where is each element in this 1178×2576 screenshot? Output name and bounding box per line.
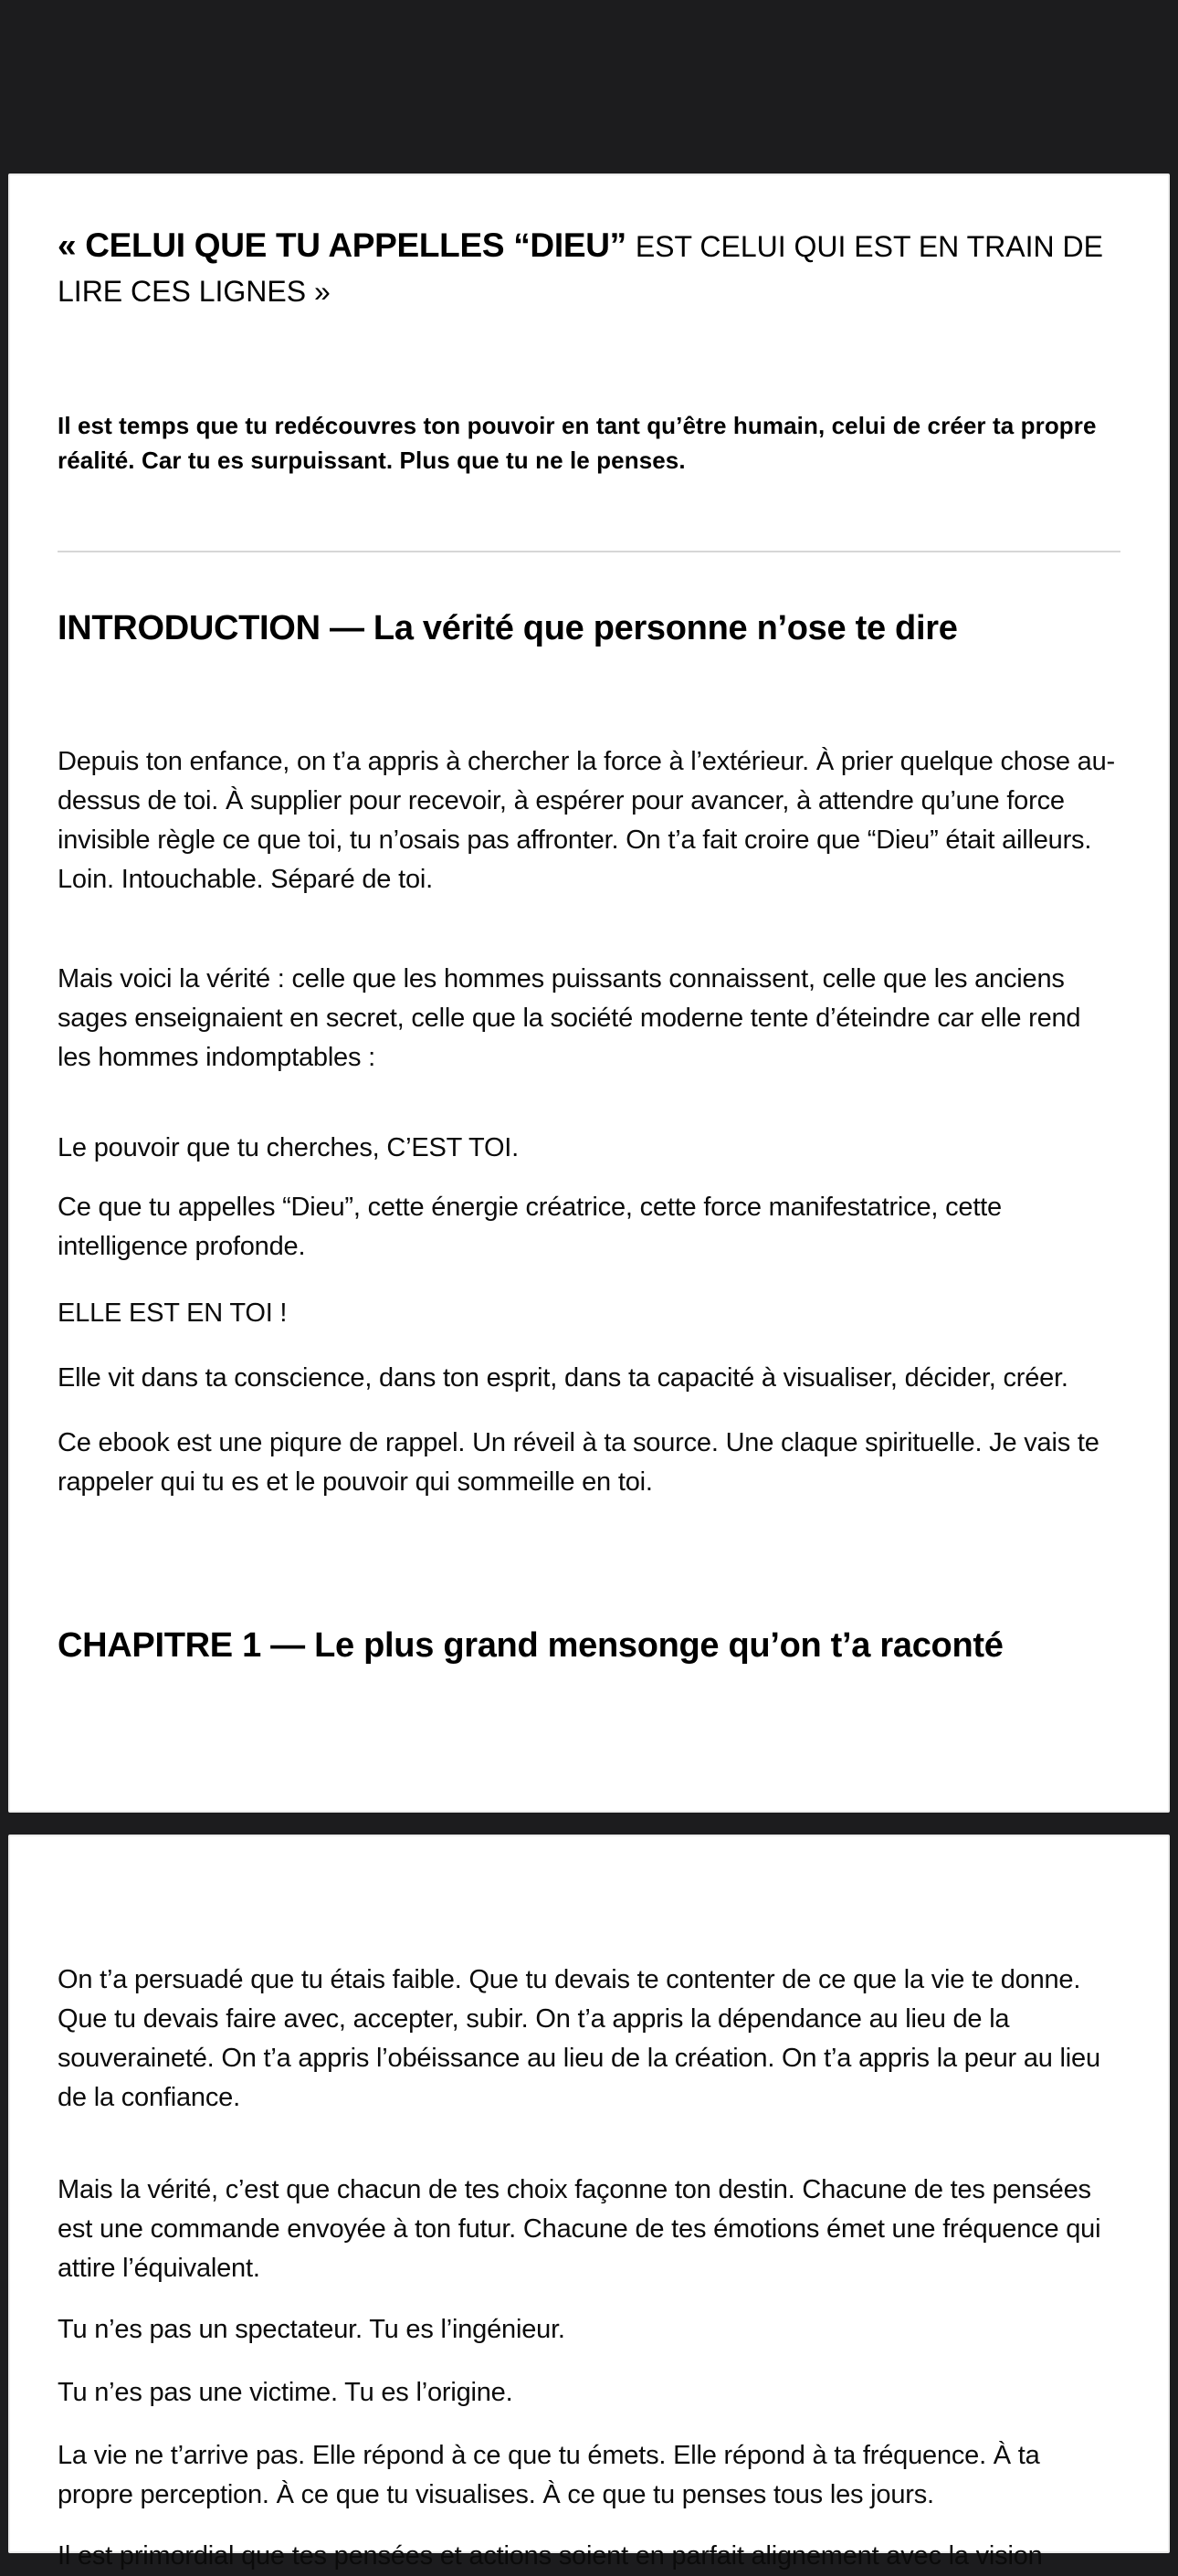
section-divider bbox=[58, 551, 1120, 552]
paragraph: Il est primordial que tes pensées et actions soient en parfait alignement avec la vision bbox=[58, 2541, 1043, 2571]
book-title bbox=[58, 224, 1120, 313]
paragraph: Tu n’es pas une victime. Tu es l’origine. bbox=[58, 2378, 513, 2407]
paragraph: Ce ebook est une piqure de rappel. Un réveil à ta source. Une claque spirituelle. Je vais te rappeler qui tu es et le pouvoir qui sommeille en toi. bbox=[58, 1428, 1099, 1497]
paragraph: Elle vit dans ta conscience, dans ton esprit, dans ta capacité à visualiser, décider, créer. bbox=[58, 1363, 1068, 1393]
chapter-1-heading: CHAPITRE 1 — Le plus grand mensonge qu’on t’a raconté bbox=[58, 1626, 1004, 1665]
paragraph: ELLE EST EN TOI ! bbox=[58, 1299, 288, 1328]
paragraph: Mais la vérité, c’est que chacun de tes choix façonne ton destin. Chacune de tes pensées est une commande envoyée à ton futur. Chacune de tes émotions émet une fréquence qui attire l’équivalent. bbox=[58, 2175, 1101, 2283]
paragraph: Depuis ton enfance, on t’a appris à chercher la force à l’extérieur. À prier quelque chose au-dessus de toi. À supplier pour recevoir, à espérer pour avancer, à attendre qu’une force invisible règle ce que toi, tu n’osais pas affronter. On t’a fait croire que “Dieu” était ailleurs. Loin. Intouchable. Séparé de toi. bbox=[58, 747, 1115, 894]
document-page-2 bbox=[8, 1835, 1170, 2571]
paragraph: Mais voici la vérité : celle que les hommes puissants connaissent, celle que les anciens sages enseignaient en secret, celle que la société moderne tente d’éteindre car elle rend les hommes indomptables : bbox=[58, 964, 1081, 1072]
paragraph: Le pouvoir que tu cherches, C’EST TOI. bbox=[58, 1133, 520, 1162]
book-title-bold: « CELUI QUE TU APPELLES “DIEU” bbox=[58, 226, 636, 264]
document-page-1 bbox=[8, 173, 1170, 1813]
paragraph: Tu n’es pas un spectateur. Tu es l’ingénieur. bbox=[58, 2315, 565, 2344]
page-break-gap bbox=[0, 1813, 1178, 1835]
paragraph: La vie ne t’arrive pas. Elle répond à ce que tu émets. Elle répond à ta fréquence. À ta propre perception. À ce que tu visualises. À ce que tu penses tous les jours. bbox=[58, 2441, 1040, 2509]
paragraph: Ce que tu appelles “Dieu”, cette énergie créatrice, cette force manifestatrice, cette intelligence profonde. bbox=[58, 1193, 1002, 1261]
book-title-rest: EST CELUI QUI EST EN TRAIN DE LIRE CES LIGNES » bbox=[58, 230, 1103, 308]
lead-statement: Il est temps que tu redécouvres ton pouvoir en tant qu’être humain, celui de créer ta propre réalité. Car tu es surpuissant. Plus que tu ne le penses. bbox=[58, 412, 1097, 474]
paragraph: On t’a persuadé que tu étais faible. Que tu devais te contenter de ce que la vie te donne. Que tu devais faire avec, accepter, subir. On t’a appris la dépendance au lieu de la souveraineté. On t’a appris l’obéissance au lieu de la création. On t’a appris la peur au lieu de la confiance. bbox=[58, 1965, 1100, 2112]
introduction-heading: INTRODUCTION — La vérité que personne n’ose te dire bbox=[58, 609, 958, 647]
status-bar-area bbox=[0, 0, 1178, 173]
